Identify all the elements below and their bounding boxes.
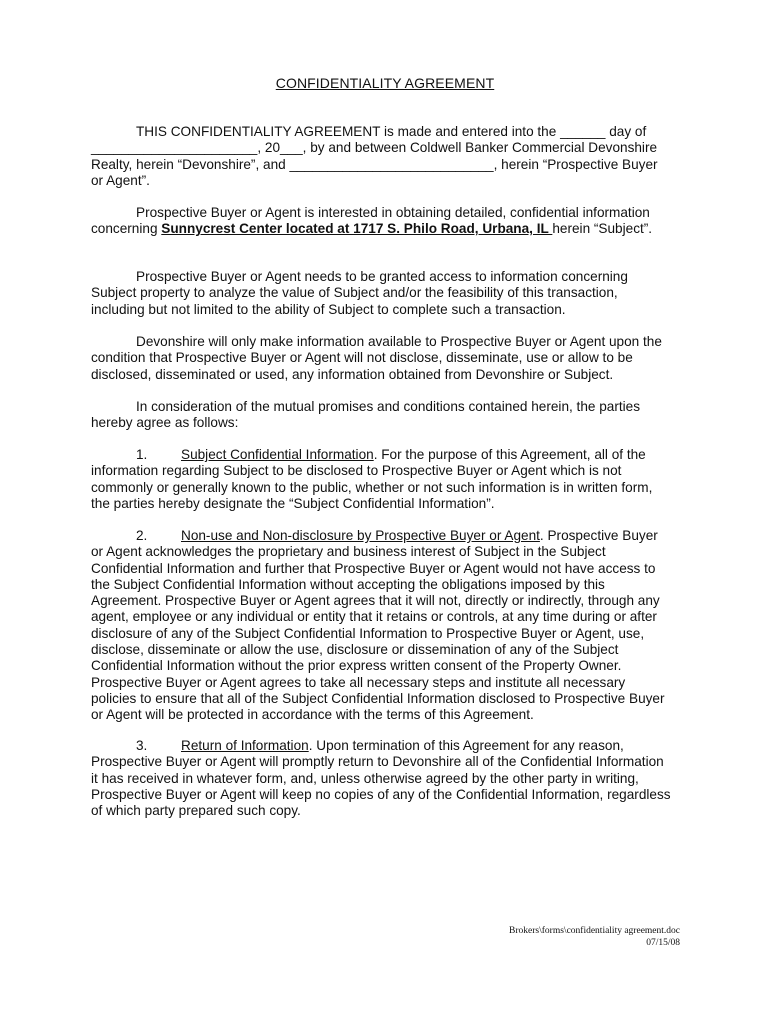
- consideration-paragraph: [91, 399, 681, 432]
- text-line: condition that Prospective Buyer or Agent will not disclose, disseminate, use or allow to be: [91, 350, 633, 366]
- interest-paragraph: [91, 205, 681, 238]
- text-line: Prospective Buyer or Agent is interested in obtaining detailed, confidential information: [136, 205, 650, 220]
- text-line: the Subject Confidential Information without accepting the obligations imposed by this: [91, 576, 605, 592]
- text-line: of which party prepared such copy.: [91, 803, 301, 819]
- text-segment: . For the purpose of this Agreement, all of the: [373, 447, 646, 462]
- property-name: Sunnycrest Center located at 1717 S. Philo Road, Urbana, IL: [161, 221, 553, 237]
- text-line: In consideration of the mutual promises and conditions contained herein, the parties: [136, 399, 641, 414]
- section-2-paragraph: [91, 528, 681, 724]
- text-line: Prospective Buyer or Agent will promptly return to Devonshire all of the Confidential Information: [91, 754, 664, 770]
- text-line: Prospective Buyer or Agent agrees to take all necessary steps and institute all necessary: [91, 674, 626, 690]
- section-number: 2.: [136, 528, 148, 543]
- access-paragraph: [91, 269, 681, 318]
- text-line: hereby agree as follows:: [91, 415, 239, 431]
- text-line: commonly or generally known to the public, whether or not such information is in written form,: [91, 479, 653, 495]
- text-line: Prospective Buyer or Agent will keep no copies of any of the Confidential Information, regardless: [91, 786, 671, 802]
- section-3-paragraph: [91, 738, 681, 819]
- text-line: Prospective Buyer or Agent needs to be granted access to information concerning: [136, 269, 628, 284]
- text-line: or Agent will be protected in accordance with the terms of this Agreement.: [91, 707, 534, 723]
- text-segment: . Upon termination of this Agreement for any reason,: [308, 738, 624, 753]
- text-line: Subject property to analyze the value of Subject and/or the feasibility of this transaction,: [91, 285, 618, 301]
- condition-paragraph: [91, 334, 681, 383]
- text-line: disclose, disseminate or allow the use, disclosure or dissemination of any of the Subject: [91, 642, 619, 658]
- text-line: [91, 738, 681, 754]
- file-path: Brokers\forms\confidentiality agreement.doc: [509, 926, 680, 936]
- text-line: [91, 221, 681, 237]
- document-footer: [509, 925, 680, 949]
- text-line: ______________________, 20___, by and between Coldwell Banker Commercial Devonshire: [91, 140, 658, 156]
- section-1-paragraph: [91, 447, 681, 512]
- text-line: Realty, herein “Devonshire”, and ___________________________, herein “Prospective Buyer: [91, 156, 658, 172]
- footer-date: 07/15/08: [646, 938, 680, 948]
- text-line: or Agent acknowledges the proprietary and business interest of Subject in the Subject: [91, 544, 606, 560]
- text-line: [91, 528, 681, 544]
- text-line: information regarding Subject to be disclosed to Prospective Buyer or Agent which is not: [91, 463, 622, 479]
- text-line: disclosed, disseminated or used, any information obtained from Devonshire or Subject.: [91, 366, 614, 382]
- text-line: the parties hereby designate the “Subject Confidential Information”.: [91, 495, 495, 511]
- section-number: 1.: [136, 447, 148, 462]
- text-line: Agreement. Prospective Buyer or Agent agrees that it will not, directly or indirectly, through any: [91, 593, 660, 609]
- section-heading: Return of Information: [181, 738, 309, 753]
- section-heading: Non-use and Non-disclosure by Prospective Buyer or Agent: [181, 528, 540, 543]
- text-line: it has received in whatever form, and, unless otherwise agreed by the other party in writing,: [91, 770, 639, 786]
- text-line: including but not limited to the ability of Subject to complete such a transaction.: [91, 301, 566, 317]
- text-line: THIS CONFIDENTIALITY AGREEMENT is made and entered into the ______ day of: [136, 124, 647, 139]
- text-line: agent, employee or any individual or entity that it retains or controls, at any time during or after: [91, 609, 657, 625]
- intro-paragraph: [91, 124, 681, 189]
- text-segment: herein “Subject”.: [552, 221, 653, 237]
- text-segment: . Prospective Buyer: [539, 528, 658, 543]
- document-title: CONFIDENTIALITY AGREEMENT: [275, 75, 495, 91]
- text-line: Confidential Information without the prior express written consent of the Property Owner.: [91, 658, 622, 674]
- section-number: 3.: [136, 738, 148, 753]
- section-heading: Subject Confidential Information: [181, 447, 374, 462]
- text-segment: concerning: [91, 221, 162, 237]
- text-line: Confidential Information and further that Prospective Buyer or Agent would not have access to: [91, 560, 656, 576]
- text-line: or Agent”.: [91, 172, 150, 188]
- text-line: policies to ensure that all of the Subject Confidential Information disclosed to Prospective Buyer: [91, 690, 665, 706]
- text-line: disclosure of any of the Subject Confidential Information to Prospective Buyer or Agent, use,: [91, 625, 645, 641]
- text-line: Devonshire will only make information available to Prospective Buyer or Agent upon the: [136, 334, 662, 349]
- text-line: [91, 447, 681, 463]
